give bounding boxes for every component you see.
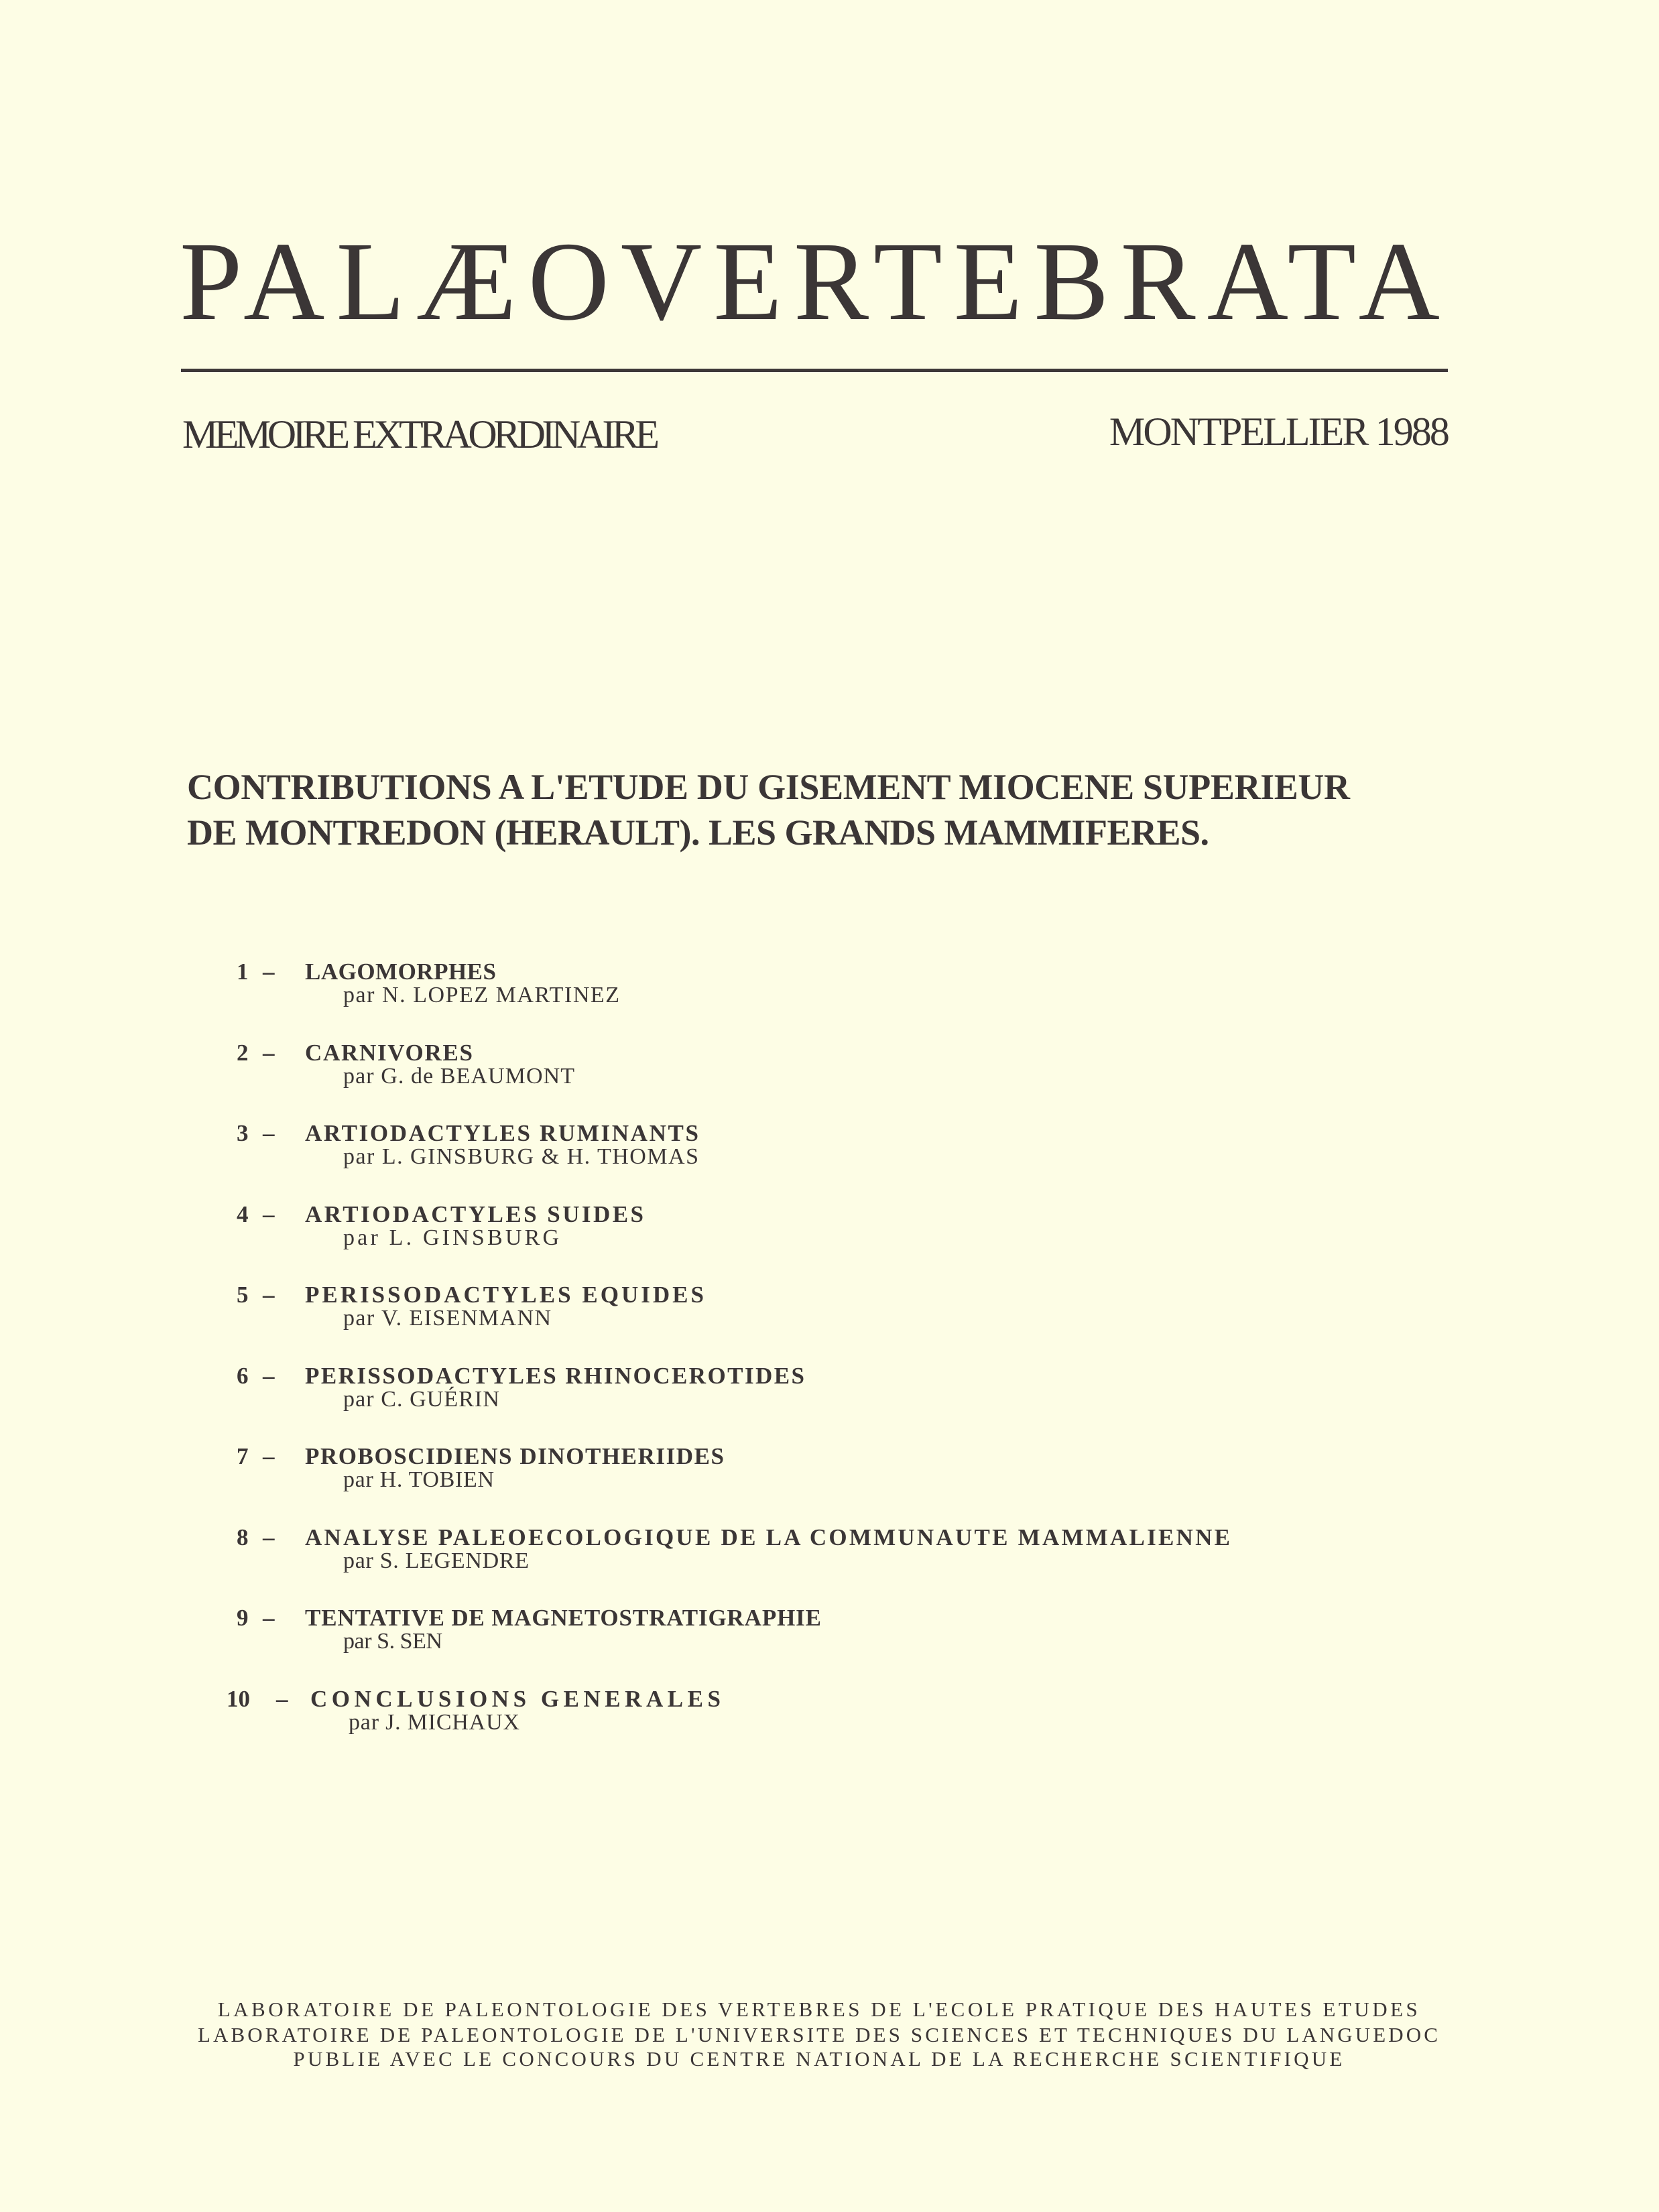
item-title: ANALYSE PALEOECOLOGIQUE DE LA COMMUNAUTE MAMMALIENNE: [305, 1524, 1233, 1550]
series-label: MEMOIRE EXTRAORDINAIRE: [182, 412, 656, 456]
item-dash: –: [263, 1443, 275, 1469]
item-author: par H. TOBIEN: [343, 1467, 495, 1492]
item-author: par N. LOPEZ MARTINEZ: [343, 983, 621, 1007]
item-title: ARTIODACTYLES SUIDES: [305, 1201, 646, 1227]
item-number: 2: [237, 1040, 249, 1066]
item-author: par L. GINSBURG & H. THOMAS: [343, 1144, 700, 1169]
item-dash: –: [263, 1282, 275, 1308]
item-author: par L. GINSBURG: [343, 1225, 562, 1250]
footer-line-2: LABORATOIRE DE PALEONTOLOGIE DE L'UNIVERSITE DES SCIENCES ET TECHNIQUES DU LANGUEDOC: [197, 2023, 1441, 2046]
item-dash: –: [263, 1363, 275, 1389]
item-dash: –: [263, 1201, 275, 1227]
item-number: 1: [237, 959, 249, 985]
item-title: LAGOMORPHES: [305, 959, 497, 985]
title-rule-divider: [181, 369, 1448, 372]
item-author: par C. GUÉRIN: [343, 1387, 501, 1412]
volume-subtitle-line-2: DE MONTREDON (HERAULT). LES GRANDS MAMMIFERES.: [187, 812, 1209, 853]
journal-title: PALÆOVERTEBRATA: [180, 219, 1452, 344]
item-dash: –: [263, 1524, 275, 1550]
footer-line-3: PUBLIE AVEC LE CONCOURS DU CENTRE NATIONAL DE LA RECHERCHE SCIENTIFIQUE: [293, 2047, 1345, 2071]
item-title: CARNIVORES: [305, 1040, 474, 1066]
item-title: TENTATIVE DE MAGNETOSTRATIGRAPHIE: [305, 1605, 822, 1631]
item-author: par S. SEN: [343, 1629, 442, 1654]
item-number: 10: [227, 1686, 250, 1712]
item-title: PROBOSCIDIENS DINOTHERIIDES: [305, 1443, 725, 1469]
item-dash: –: [276, 1686, 288, 1712]
item-title: CONCLUSIONS GENERALES: [310, 1686, 725, 1712]
item-dash: –: [263, 959, 275, 985]
item-number: 4: [237, 1201, 249, 1227]
item-dash: –: [263, 1040, 275, 1066]
item-author: par J. MICHAUX: [349, 1710, 520, 1735]
place-year: MONTPELLIER 1988: [1109, 410, 1448, 454]
item-number: 6: [237, 1363, 249, 1389]
item-author: par S. LEGENDRE: [343, 1548, 530, 1573]
item-dash: –: [263, 1605, 275, 1631]
item-title: ARTIODACTYLES RUMINANTS: [305, 1120, 700, 1146]
footer-line-1: LABORATOIRE DE PALEONTOLOGIE DES VERTEBRES DE L'ECOLE PRATIQUE DES HAUTES ETUDES: [217, 1998, 1421, 2021]
item-number: 9: [237, 1605, 249, 1631]
item-number: 3: [237, 1120, 249, 1146]
item-dash: –: [263, 1120, 275, 1146]
item-number: 5: [237, 1282, 249, 1308]
item-number: 7: [237, 1443, 249, 1469]
item-title: PERISSODACTYLES RHINOCEROTIDES: [305, 1363, 806, 1389]
item-author: par G. de BEAUMONT: [343, 1064, 576, 1089]
item-number: 8: [237, 1524, 249, 1550]
item-title: PERISSODACTYLES EQUIDES: [305, 1282, 707, 1308]
volume-subtitle-line-1: CONTRIBUTIONS A L'ETUDE DU GISEMENT MIOCENE SUPERIEUR: [187, 767, 1350, 807]
item-author: par V. EISENMANN: [343, 1306, 552, 1331]
